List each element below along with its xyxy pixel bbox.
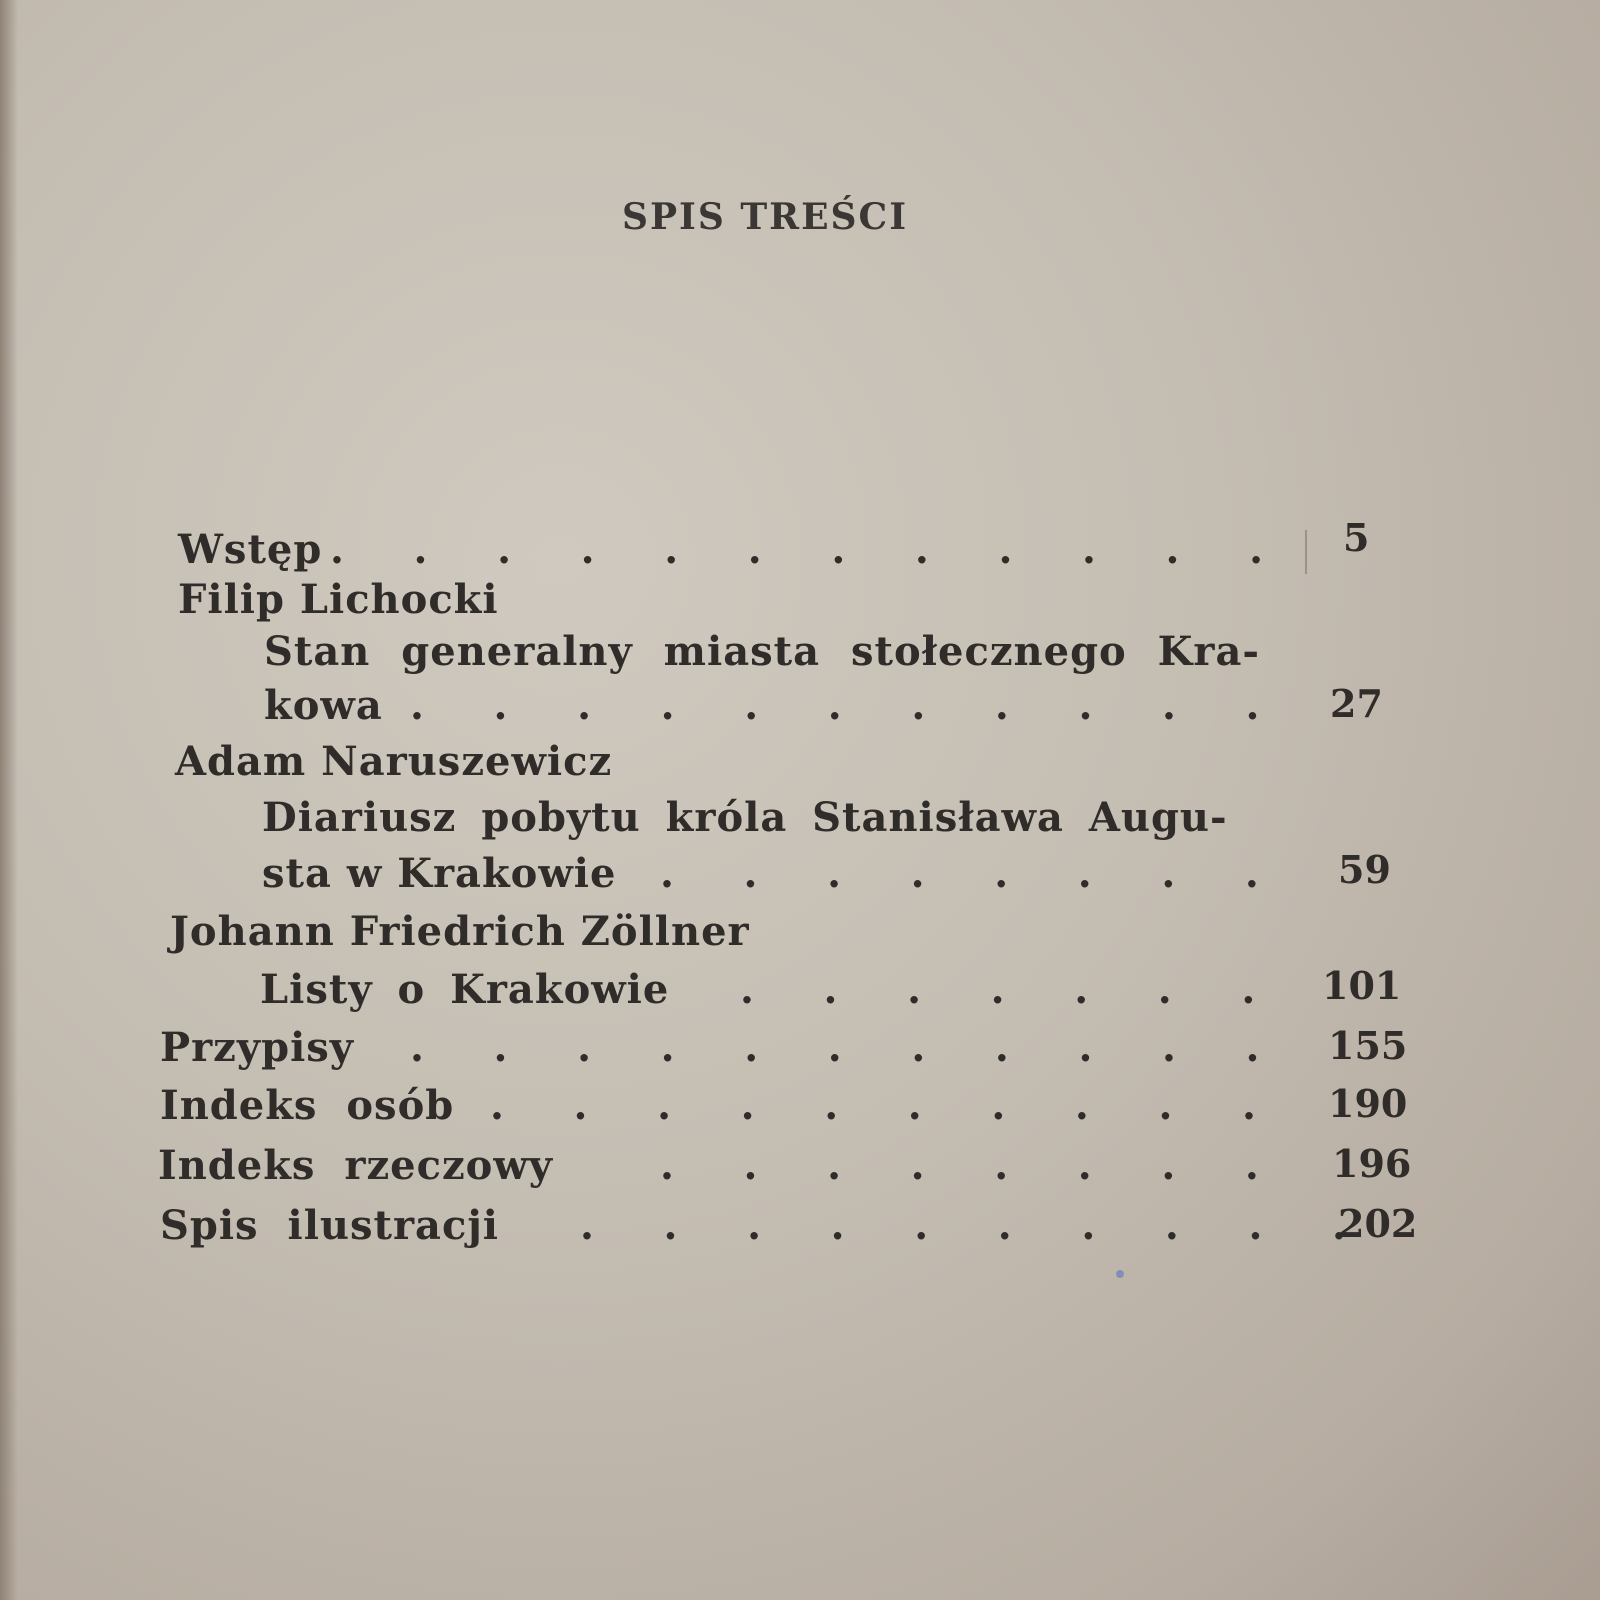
toc-page-number-text: 190 xyxy=(1328,1081,1408,1126)
toc-leader-dots: . . . . . . . . xyxy=(660,1142,1259,1189)
toc-leader xyxy=(330,522,1263,578)
toc-entry-label: Listy o Krakowie xyxy=(260,966,670,1013)
toc-leader-dots: . . . . . . . . . . xyxy=(490,1082,1256,1129)
toc-page-number-text: 155 xyxy=(1328,1023,1408,1068)
toc-entry xyxy=(158,1138,553,1194)
toc-author-label: Adam Naruszewicz xyxy=(175,738,613,785)
toc-entry-label: Stan generalny miasta stołecznego Kra- xyxy=(264,628,1261,675)
toc-leader-dots: . . . . . . . . . . . xyxy=(410,1024,1260,1071)
toc-leader-dots: . . . . . . . . xyxy=(660,850,1259,897)
toc-entry xyxy=(160,1198,499,1254)
toc-page-number-text: 101 xyxy=(1322,963,1402,1008)
toc-leader xyxy=(490,1078,1256,1134)
toc-leader xyxy=(660,846,1259,902)
toc-entry xyxy=(264,678,383,734)
toc-entry xyxy=(260,962,669,1018)
toc-leader xyxy=(660,1138,1259,1194)
toc-leader xyxy=(410,1020,1259,1076)
toc-entry-label: Wstęp xyxy=(178,526,323,573)
page-title: SPIS TREŚCI xyxy=(621,196,909,238)
toc-entry xyxy=(178,522,322,578)
toc-leader-dots: . . . . . . . xyxy=(740,966,1256,1013)
toc-entry-label: Diariusz pobytu króla Stanisława Augu- xyxy=(262,794,1228,841)
toc-author xyxy=(175,734,612,790)
toc-leader-dots: . . . . . . . . . . xyxy=(580,1202,1346,1249)
toc-page-number-text: 27 xyxy=(1330,681,1383,726)
toc-leader-dots: . . . . . . . . . . . xyxy=(410,682,1260,729)
toc-entry-label: Spis ilustracji xyxy=(160,1202,499,1249)
toc-author xyxy=(170,904,750,960)
toc-page-number-text: 202 xyxy=(1338,1201,1418,1246)
toc-entry-label: Indeks osób xyxy=(160,1082,455,1129)
toc-leader xyxy=(740,962,1255,1018)
toc-entry xyxy=(264,624,1260,680)
toc-entry xyxy=(262,790,1228,846)
toc-author-label: Johann Friedrich Zöllner xyxy=(170,908,750,955)
toc-leader xyxy=(410,678,1259,734)
toc-entry-label: kowa xyxy=(264,682,383,729)
toc-page-number-text: 59 xyxy=(1338,847,1391,892)
toc-page-number-text: 196 xyxy=(1332,1141,1412,1186)
toc-leader xyxy=(580,1198,1346,1254)
toc-leader-dots: . . . . . . . . . . . . xyxy=(330,526,1264,573)
toc-author-label: Filip Lichocki xyxy=(178,576,499,623)
toc-entry xyxy=(262,846,616,902)
toc-entry-label: Przypisy xyxy=(160,1024,355,1071)
toc-entry xyxy=(160,1078,454,1134)
toc-entry xyxy=(160,1020,354,1076)
toc-entry-label: Indeks rzeczowy xyxy=(158,1142,554,1189)
toc-page-number-text: 5 xyxy=(1343,515,1370,560)
toc-entry-label: sta w Krakowie xyxy=(262,850,617,897)
toc-author xyxy=(178,572,499,628)
